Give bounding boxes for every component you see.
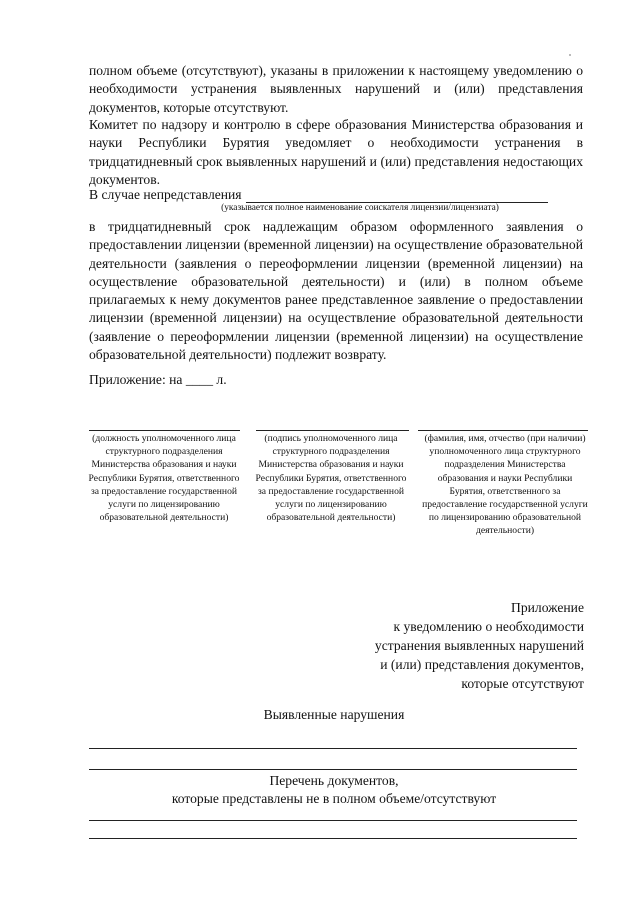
violations-entry-line <box>89 748 577 749</box>
paragraph-committee-notice: Комитет по надзору и контролю в сфере образования Министерства образования и науки Республики Бурятия уведомляет о необходимости устранения в тридцатидневный срок выявленных нарушений и (или) представления недостающих документов. <box>89 117 583 187</box>
violations-entry-line <box>89 769 577 770</box>
documents-entry-line <box>89 820 577 821</box>
appendix-header-line: Приложение <box>511 600 584 615</box>
signature-caption: (подпись уполномоченного лица структурного подразделения Министерства образования и науки Республики Бурятия, ответственного за предоставление государственной услуги по лицензированию образовательной деятельности) <box>255 433 407 524</box>
documents-entry-line <box>89 838 577 839</box>
appendix-header-line: устранения выявленных нарушений <box>374 638 584 653</box>
documents-title: Перечень документов, <box>269 773 399 788</box>
violations-title: Выявленные нарушения <box>263 707 405 722</box>
applicant-name-caption: (указывается полное наименование соискателя лицензии/лицензиата) <box>221 203 499 213</box>
appendix-header-line: которые отсутствуют <box>461 676 584 691</box>
applicant-name-blank <box>246 186 548 203</box>
appendix-header <box>375 598 584 693</box>
sign-signature-line <box>256 430 409 431</box>
position-caption: (должность уполномоченного лица структурного подразделения Министерства образования и науки Республики Бурятия, ответственного за предоставление государственной услуги по лицензированию образовательной деятельности) <box>88 433 240 524</box>
paragraph-intro: полном объеме (отсутствуют), указаны в приложении к настоящему уведомлению о необходимости устранения выявленных нарушений и (или) представления документов, которые отсутствуют. <box>89 63 583 115</box>
fullname-caption: (фамилия, имя, отчество (при наличии) уполномоченного лица структурного подразделения Министерства образования и науки Республики Бурятия, ответственного за предоставление государственной услуги по лицензированию образовательной деятельности) <box>422 433 588 537</box>
nonsubmission-label: В случае непредставления <box>89 187 242 202</box>
appendix-header-line: к уведомлению о необходимости <box>393 619 584 634</box>
scan-speck <box>569 54 571 56</box>
fullname-signature-line <box>418 430 588 431</box>
position-signature-line <box>89 430 240 431</box>
documents-subtitle: которые представлены не в полном объеме/отсутствуют <box>171 791 497 806</box>
attachment-label: Приложение: на ____ л. <box>89 372 227 387</box>
paragraph-return-condition: в тридцатидневный срок надлежащим образом оформленного заявления о предоставлении лицензии (временной лицензии) на осуществление образовательной деятельности (заявления о переоформлении лицензии (временной лицензии) на осуществление образовательной деятельности) и (или) в полном объеме прилагаемых к нему документов ранее представленное заявление о предоставлении лицензии (временной лицензии) на осуществление образовательной деятельности (заявление о переоформлении лицензии (временной лицензии) на осуществление образовательной деятельности) подлежит возврату. <box>89 219 583 363</box>
appendix-header-line: и (или) представления документов, <box>380 657 584 672</box>
